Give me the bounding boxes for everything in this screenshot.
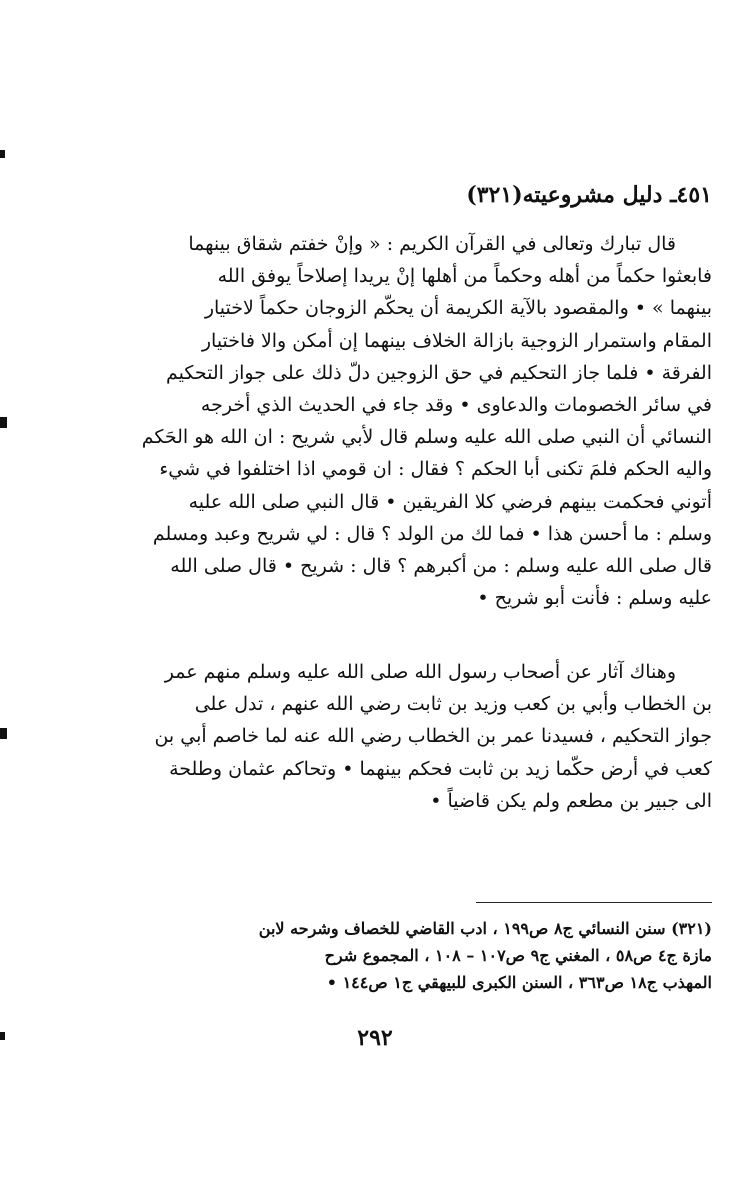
paragraph-line: المقام واستمرار الزوجية بازالة الخلاف بينهما إن أمكن والا فاختيار: [201, 329, 712, 352]
paragraph-line: جواز التحكيم ، فسيدنا عمر بن الخطاب رضي الله عنه لما خاصم أبي بن: [154, 725, 712, 748]
paragraph-line: وهناك آثار عن أصحاب رسول الله صلى الله عليه وسلم منهم عمر: [164, 661, 676, 683]
paragraph-line: فابعثوا حكماً من أهله وحكماً من أهلها إنْ يريدا إصلاحاً يوفق الله: [217, 265, 712, 288]
scan-edge-mark: [0, 417, 7, 428]
paragraph-line: كعب في أرض حكّما زيد بن ثابت فحكم بينهما • وتحاكم عثمان وطلحة: [169, 757, 712, 780]
paragraph-line: أتوني فحكمت بينهم فرضي كلا الفريقين • قال النبي صلى الله عليه: [188, 490, 712, 513]
paragraph-line: بن الخطاب وأبي بن كعب وزيد بن ثابت رضي الله عنهم ، تدل على: [194, 693, 712, 716]
footnote: [40, 915, 712, 996]
paragraph-line: الفرقة • فلما جاز التحكيم في حق الزوجين دلّ ذلك على جواز التحكيم: [165, 361, 712, 384]
footnote-line: (٣٢١) سنن النسائي ج٨ ص١٩٩ ، ادب القاضي للخصاف وشرحه لابن: [258, 919, 712, 938]
page-number: ٢٩٢: [357, 1025, 393, 1051]
footnote-line: مازة ج٤ ص٥٨ ، المغني ج٩ ص١٠٧ – ١٠٨ ، المجموع شرح: [324, 946, 712, 965]
paragraph-line: النسائي أن النبي صلى الله عليه وسلم قال لأبي شريح : ان الله هو الحَكم: [141, 426, 712, 449]
paragraph-line: عليه وسلم : فأنت أبو شريح •: [477, 587, 712, 610]
section-heading: ٤٥١ـ دليل مشروعيته(٣٢١): [466, 182, 712, 208]
scan-edge-mark: [0, 150, 5, 158]
footnote-line: المهذب ج١٨ ص٣٦٣ ، السنن الكبرى للبيهقي ج١ ص١٤٤ •: [326, 973, 712, 992]
footnote-divider: [476, 902, 712, 903]
paragraph-2: [40, 656, 712, 817]
paragraph-line: الى جبير بن مطعم ولم يكن قاضياً •: [430, 789, 712, 812]
paragraph-line: وسلم : ما أحسن هذا • فما لك من الولد ؟ قال : لي شريح وعبد ومسلم: [152, 522, 712, 545]
paragraph-line: واليه الحكم فلمَ تكنى أبا الحكم ؟ فقال : ان قومي اذا اختلفوا في شيء: [159, 458, 712, 481]
paragraph-line: قال تبارك وتعالى في القرآن الكريم : « وإنْ خفتم شقاق بينهما: [188, 233, 676, 255]
paragraph-1: [40, 228, 712, 614]
paragraph-line: في سائر الخصومات والدعاوى • وقد جاء في الحديث الذي أخرجه: [200, 394, 712, 417]
paragraph-line: قال صلى الله عليه وسلم : من أكبرهم ؟ قال : شريح • قال صلى الله: [170, 555, 712, 578]
paragraph-line: بينهما » • والمقصود بالآية الكريمة أن يحكّم الزوجان حكماً لاختيار: [204, 297, 712, 320]
scan-edge-mark: [0, 728, 7, 739]
